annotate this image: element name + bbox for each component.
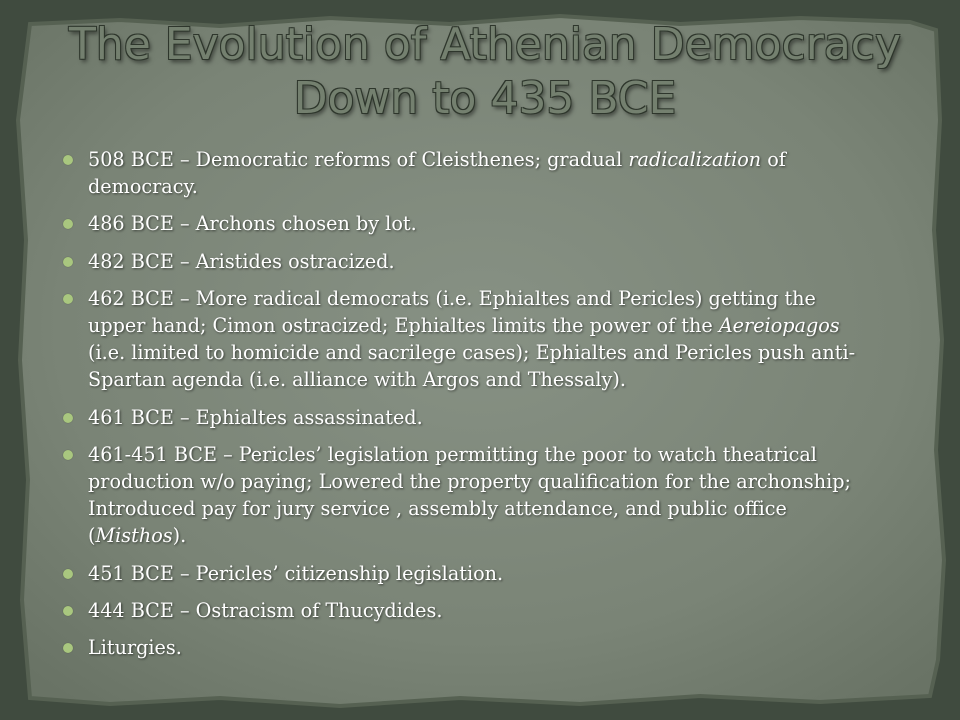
bullet-text: 444 BCE – Ostracism of Thucydides. [88,598,443,622]
bullet-text: 451 BCE – Pericles’ citizenship legislation. [88,561,504,585]
bullet-icon [63,643,73,653]
bullet-text: 461 BCE – Ephialtes assassinated. [88,405,423,429]
bullet-item-508 [60,146,860,200]
bullet-text-post: (i.e. limited to homicide and sacrilege cases); Ephialtes and Pericles push anti-Spartan agenda (i.e. alliance with Argos and Thessaly). [88,341,856,392]
bullet-item-liturgies [60,634,860,661]
title-line-2: Down to 435 BCE [293,73,677,124]
bullet-text: 486 BCE – Archons chosen by lot. [88,212,417,236]
bullet-text-post: of democracy. [88,148,786,199]
bullet-icon [63,413,73,423]
bullet-text-pre: 461-451 BCE – Pericles’ legislation permitting the poor to watch theatrical production w/o paying; Lowered the property qualification for the archonship; Introduced pay for jury service , assembly attendance, and public office ( [88,442,852,548]
bullet-text-em: radicalization [628,148,762,171]
bullet-icon [63,219,73,229]
bullet-item-451 [60,560,860,587]
bullet-icon [63,606,73,616]
bullet-item-461 [60,404,860,431]
bullet-item-486 [60,210,860,237]
page-title [60,18,910,126]
bullet-text-em: Aereiopagos [718,314,840,338]
bullet-text: 482 BCE – Aristides ostracized. [88,249,395,273]
bullet-text: Liturgies. [88,636,182,660]
bullet-item-462 [60,285,860,394]
bullet-item-461-451 [60,441,860,550]
bullet-icon [63,569,73,579]
bullet-icon [63,257,73,267]
bullet-item-444 [60,597,860,624]
bullet-list [60,146,860,671]
bullet-icon [63,294,73,304]
bullet-text-pre: 508 BCE – Democratic reforms of Cleisthenes; gradual [88,148,629,171]
bullet-text-post: ). [172,524,187,548]
bullet-item-482 [60,248,860,275]
title-line-1: The Evolution of Athenian Democracy [68,19,902,70]
bullet-icon [63,450,73,460]
bullet-text-em: Misthos [95,524,173,548]
bullet-text-pre: 462 BCE – More radical democrats (i.e. Ephialtes and Pericles) getting the upper hand; Cimon ostracized; Ephialtes limits the power of the [88,286,816,338]
bullet-icon [63,155,73,165]
